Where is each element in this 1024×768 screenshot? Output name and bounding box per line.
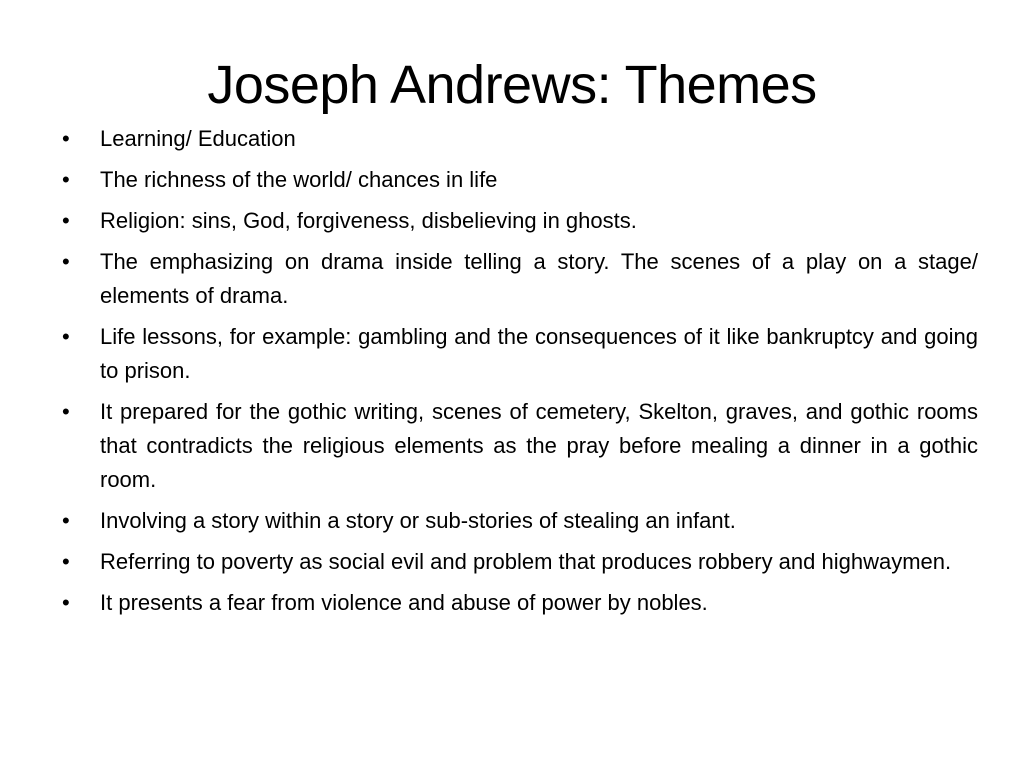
bullet-text: Referring to poverty as social evil and problem that produces robbery and highwaymen. [100, 549, 952, 574]
bullet-item [62, 320, 978, 388]
bullet-list [62, 122, 978, 627]
bullet-dot-icon: • [62, 508, 70, 533]
bullet-item [62, 545, 978, 579]
bullet-text: Learning/ Education [100, 126, 296, 151]
bullet-dot-icon: • [62, 549, 70, 574]
bullet-text: It presents a fear from violence and abuse of power by nobles. [100, 590, 708, 615]
bullet-text: The emphasizing on drama inside telling a story. The scenes of a play on a stage/ elements of drama. [100, 249, 978, 308]
bullet-item [62, 122, 978, 156]
bullet-item [62, 504, 978, 538]
bullet-text: Religion: sins, God, forgiveness, disbelieving in ghosts. [100, 208, 637, 233]
bullet-item [62, 395, 978, 497]
bullet-item [62, 586, 978, 620]
bullet-dot-icon: • [62, 167, 70, 192]
bullet-dot-icon: • [62, 249, 70, 274]
bullet-dot-icon: • [62, 399, 70, 424]
bullet-dot-icon: • [62, 590, 70, 615]
bullet-text: The richness of the world/ chances in life [100, 167, 498, 192]
bullet-dot-icon: • [62, 208, 70, 233]
bullet-text: It prepared for the gothic writing, scenes of cemetery, Skelton, graves, and gothic rooms that contradicts the religious elements as the pray before mealing a dinner in a gothic room. [100, 399, 978, 492]
bullet-item [62, 245, 978, 313]
bullet-item [62, 204, 978, 238]
slide-title: Joseph Andrews: Themes [207, 55, 817, 115]
bullet-text: Involving a story within a story or sub-stories of stealing an infant. [100, 508, 736, 533]
bullet-dot-icon: • [62, 324, 70, 349]
bullet-item [62, 163, 978, 197]
bullet-text: Life lessons, for example: gambling and the consequences of it like bankruptcy and going to prison. [100, 324, 978, 383]
bullet-dot-icon: • [62, 126, 70, 151]
